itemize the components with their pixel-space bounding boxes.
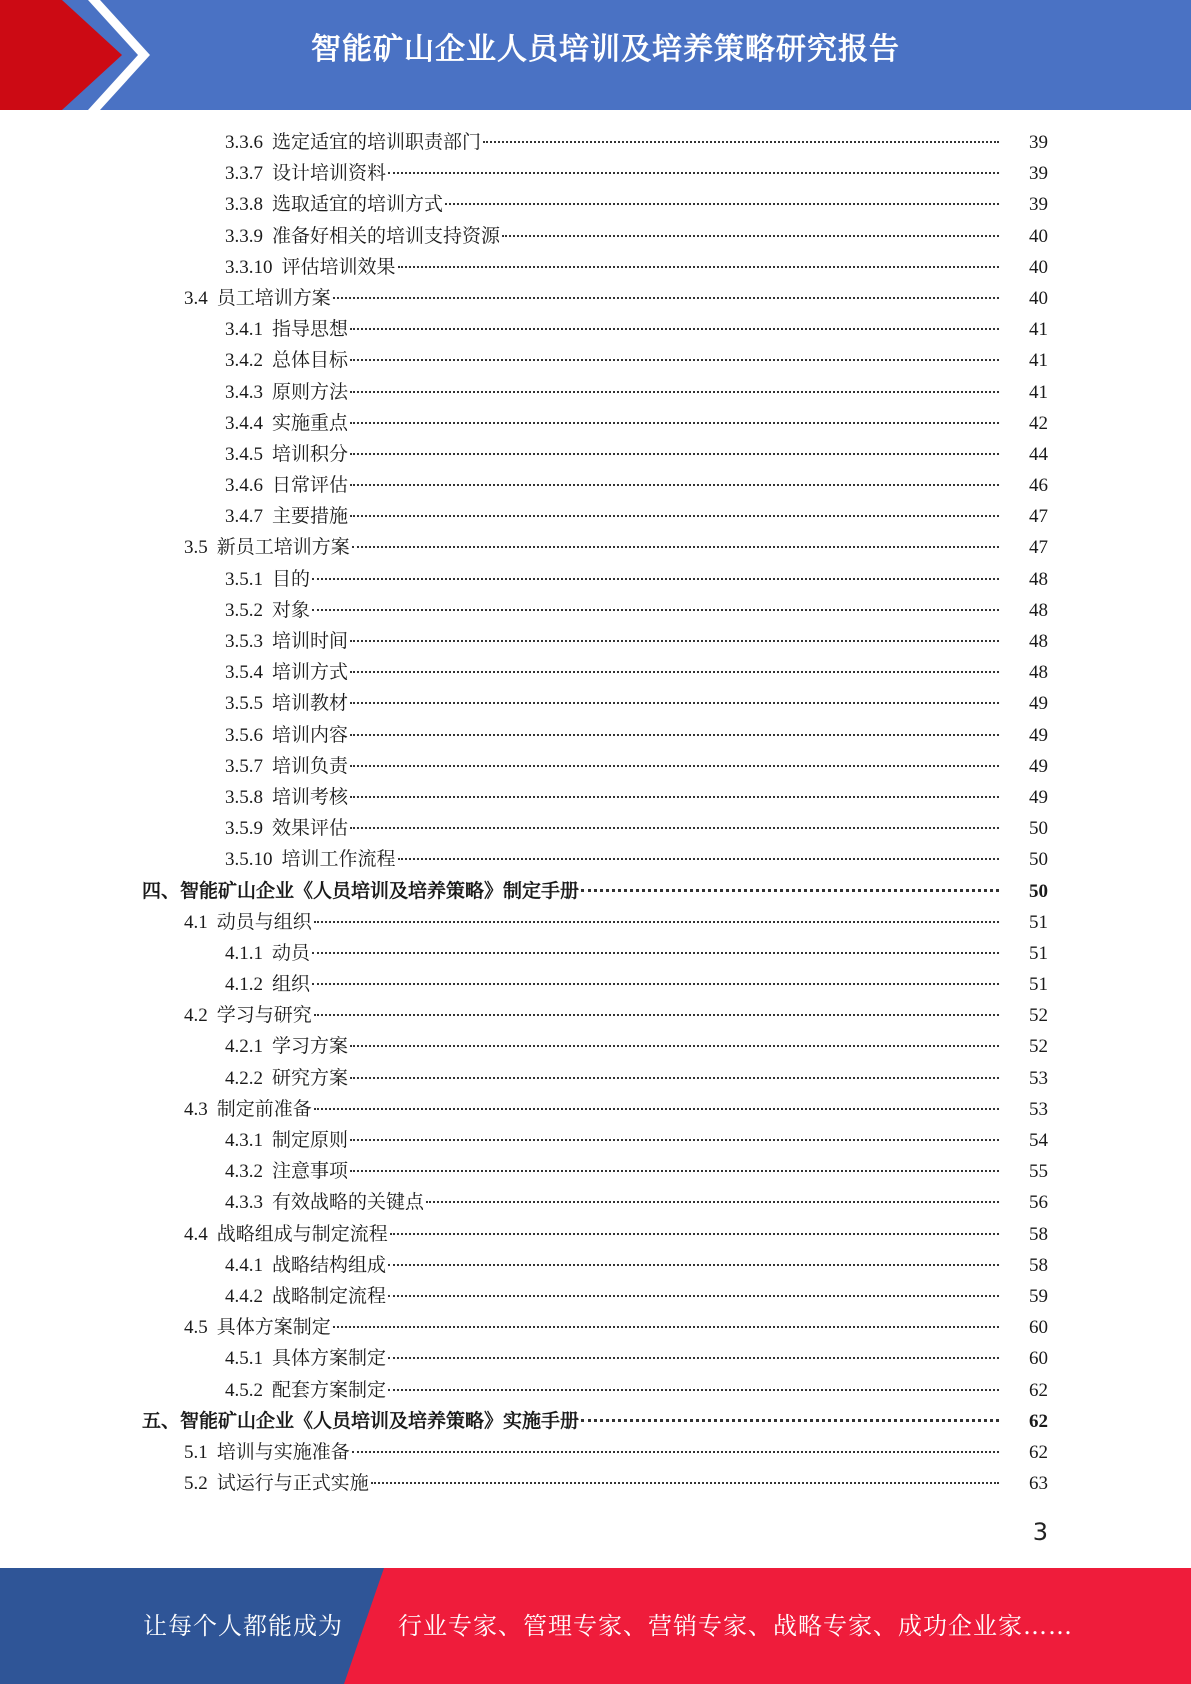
toc-entry[interactable] (0, 1187, 1191, 1218)
toc-entry-number: 3.3.8 (225, 194, 263, 216)
toc-dot-leader (314, 920, 999, 923)
toc-entry-number: 3.3.10 (225, 256, 273, 278)
toc-entry-page: 54 (1029, 1130, 1048, 1151)
toc-entry-page: 55 (1029, 1161, 1048, 1183)
toc-entry-page: 49 (1029, 786, 1048, 808)
toc-entry-number: 3.3.9 (225, 225, 263, 247)
toc-entry-title: 注意事项 (272, 1161, 349, 1183)
toc-entry[interactable] (0, 470, 1191, 501)
toc-entry-title: 培训积分 (272, 443, 349, 465)
toc-entry[interactable] (0, 688, 1191, 719)
report-title: 智能矿山企业人员培训及培养策略研究报告 (311, 32, 900, 67)
toc-entry-title: 培训负责 (272, 755, 349, 777)
toc-entry-number: 3.5.6 (225, 724, 263, 746)
toc-entry-number: 4.3.3 (225, 1192, 263, 1214)
toc-entry-page: 48 (1029, 599, 1048, 621)
toc-entry-number: 3.5.8 (225, 786, 263, 808)
toc-dot-leader (581, 888, 999, 892)
toc-entry[interactable] (0, 127, 1191, 158)
toc-entry-title: 制定前准备 (216, 1098, 312, 1120)
toc-entry[interactable] (0, 782, 1191, 813)
toc-entry-page: 53 (1029, 1067, 1048, 1089)
toc-entry[interactable] (0, 1031, 1191, 1062)
toc-entry-number: 4.4.1 (225, 1254, 263, 1276)
toc-entry[interactable] (0, 969, 1191, 1000)
toc-entry-page: 60 (1029, 1348, 1048, 1370)
toc-dot-leader (388, 1294, 999, 1297)
toc-dot-leader (502, 234, 999, 237)
toc-entry-title: 培训内容 (272, 724, 349, 746)
toc-entry-title: 战略组成与制定流程 (216, 1223, 388, 1245)
toc-entry[interactable] (0, 657, 1191, 688)
toc-entry-page: 63 (1029, 1473, 1048, 1495)
toc-dot-leader (314, 1013, 999, 1016)
toc-entry-page: 50 (1029, 849, 1048, 871)
toc-entry[interactable] (0, 189, 1191, 220)
toc-dot-leader (398, 265, 999, 268)
toc-dot-leader (350, 670, 999, 673)
toc-dot-leader (350, 826, 999, 829)
toc-entry[interactable] (0, 158, 1191, 189)
toc-entry[interactable] (0, 1125, 1191, 1156)
toc-entry-title: 试运行与正式实施 (216, 1473, 369, 1495)
toc-entry-number: 4.3.1 (225, 1130, 263, 1151)
toc-entry-page: 59 (1029, 1285, 1048, 1307)
toc-entry-number: 3.3.7 (225, 163, 263, 185)
toc-dot-leader (314, 1107, 999, 1110)
toc-entry-number: 4.2.2 (225, 1067, 263, 1089)
toc-dot-leader (350, 1044, 999, 1047)
toc-entry-title: 配套方案制定 (272, 1379, 387, 1401)
toc-dot-leader (350, 421, 999, 424)
toc-entry[interactable] (0, 283, 1191, 314)
toc-entry-title: 实施重点 (272, 412, 349, 434)
toc-dot-leader (388, 1263, 999, 1266)
toc-dot-leader (350, 1076, 999, 1079)
toc-entry-title: 制定原则 (272, 1130, 349, 1151)
toc-dot-leader (350, 483, 999, 486)
toc-entry[interactable] (0, 408, 1191, 439)
toc-entry-page: 40 (1029, 287, 1048, 309)
toc-entry-page: 39 (1029, 132, 1048, 153)
toc-entry-page: 48 (1029, 568, 1048, 590)
toc-entry-page: 48 (1029, 631, 1048, 652)
toc-entry-title: 学习方案 (272, 1036, 349, 1058)
toc-dot-leader (426, 1200, 999, 1203)
toc-entry-page: 49 (1029, 724, 1048, 746)
toc-entry-page: 62 (1029, 1379, 1048, 1401)
toc-entry-title: 培训方式 (272, 662, 349, 684)
toc-entry-number: 3.4.7 (225, 506, 263, 528)
toc-entry-title: 培训教材 (272, 693, 349, 715)
toc-entry-title: 效果评估 (272, 818, 349, 840)
toc-entry-title: 选取适宜的培训方式 (272, 194, 444, 216)
toc-dot-leader (371, 1481, 999, 1484)
toc-entry-title: 动员与组织 (216, 911, 312, 933)
toc-entry-number: 4.2 (184, 1005, 208, 1027)
toc-entry-number: 4.1.1 (225, 942, 263, 964)
toc-entry-number: 4.5.1 (225, 1348, 263, 1370)
toc-entry-title: 培训考核 (272, 786, 349, 808)
toc-entry[interactable] (0, 221, 1191, 252)
toc-entry[interactable] (0, 1468, 1191, 1499)
toc-entry[interactable] (0, 1312, 1191, 1343)
page-footer (0, 1568, 1191, 1684)
toc-entry-title: 准备好相关的培训支持资源 (272, 225, 501, 247)
toc-entry-title: 培训时间 (272, 631, 349, 652)
toc-entry[interactable] (0, 844, 1191, 875)
toc-entry[interactable] (0, 314, 1191, 345)
table-of-contents (0, 127, 1191, 1499)
toc-entry[interactable] (0, 1063, 1191, 1094)
toc-entry-title: 评估培训效果 (281, 256, 396, 278)
toc-entry-page: 47 (1029, 537, 1048, 559)
toc-entry-page: 51 (1029, 974, 1048, 996)
toc-entry[interactable] (0, 439, 1191, 470)
toc-entry-title: 指导思想 (272, 319, 349, 341)
toc-entry-page: 41 (1029, 350, 1048, 372)
toc-entry-page: 44 (1029, 443, 1048, 465)
toc-entry-title: 主要措施 (272, 506, 349, 528)
toc-entry-page: 60 (1029, 1317, 1048, 1339)
toc-entry-number: 5.2 (184, 1473, 208, 1495)
toc-dot-leader (483, 140, 999, 143)
toc-dot-leader (312, 951, 999, 954)
toc-dot-leader (398, 857, 999, 860)
toc-entry[interactable] (0, 1094, 1191, 1125)
toc-dot-leader (312, 577, 999, 580)
toc-dot-leader (350, 327, 999, 330)
toc-entry-title: 战略制定流程 (272, 1285, 387, 1307)
toc-entry-number: 3.5.9 (225, 818, 263, 840)
toc-entry-number: 3.4.5 (225, 443, 263, 465)
toc-entry-title: 总体目标 (272, 350, 349, 372)
toc-entry-page: 48 (1029, 662, 1048, 684)
toc-dot-leader (350, 795, 999, 798)
toc-entry[interactable] (0, 1281, 1191, 1312)
toc-entry[interactable] (0, 813, 1191, 844)
page-number: 3 (1032, 1518, 1048, 1546)
toc-entry[interactable] (0, 345, 1191, 376)
toc-entry-title: 员工培训方案 (216, 287, 331, 309)
toc-entry[interactable] (0, 1437, 1191, 1468)
toc-entry-page: 51 (1029, 942, 1048, 964)
toc-entry-title: 有效战略的关键点 (272, 1192, 425, 1214)
toc-dot-leader (388, 171, 999, 174)
toc-dot-leader (390, 1232, 999, 1235)
toc-entry-number: 4.5.2 (225, 1379, 263, 1401)
toc-entry[interactable] (0, 1250, 1191, 1281)
toc-entry[interactable] (0, 751, 1191, 782)
toc-entry[interactable] (0, 1000, 1191, 1031)
toc-entry-page: 39 (1029, 163, 1048, 185)
toc-entry[interactable] (0, 1219, 1191, 1250)
toc-entry-page: 49 (1029, 693, 1048, 715)
toc-entry-number: 3.4.2 (225, 350, 263, 372)
toc-entry[interactable] (0, 501, 1191, 532)
toc-entry[interactable] (0, 377, 1191, 408)
toc-entry-number: 4.1 (184, 911, 208, 933)
toc-entry-number: 3.3.6 (225, 132, 263, 153)
toc-entry[interactable] (0, 1343, 1191, 1374)
toc-entry-number: 3.4.6 (225, 475, 263, 497)
toc-entry-title: 研究方案 (272, 1067, 349, 1089)
toc-dot-leader (333, 296, 999, 299)
toc-entry-title: 战略结构组成 (272, 1254, 387, 1276)
toc-entry-number: 3.5.5 (225, 693, 263, 715)
toc-entry-title: 日常评估 (272, 475, 349, 497)
toc-entry-page: 53 (1029, 1098, 1048, 1120)
footer-slogan-right: 行业专家、管理专家、营销专家、战略专家、成功企业家…… (398, 1612, 1073, 1640)
toc-entry-number: 4.1.2 (225, 974, 263, 996)
toc-entry-title: 对象 (272, 599, 311, 621)
toc-entry-number: 3.4 (184, 287, 208, 309)
toc-entry[interactable] (0, 1375, 1191, 1406)
toc-entry-number: 3.5.10 (225, 849, 273, 871)
toc-entry-page: 40 (1029, 256, 1048, 278)
toc-entry-title: 五、智能矿山企业《人员培训及培养策略》实施手册 (142, 1410, 580, 1432)
toc-dot-leader (350, 390, 999, 393)
toc-entry-number: 3.4.3 (225, 381, 263, 403)
toc-entry-number: 4.4.2 (225, 1285, 263, 1307)
toc-entry-number: 3.5 (184, 537, 208, 559)
toc-entry-number: 3.5.1 (225, 568, 263, 590)
toc-entry-page: 52 (1029, 1005, 1048, 1027)
toc-dot-leader (350, 701, 999, 704)
toc-dot-leader (333, 1325, 999, 1328)
toc-entry-number: 3.5.7 (225, 755, 263, 777)
toc-dot-leader (581, 1418, 999, 1422)
toc-entry-page: 41 (1029, 381, 1048, 403)
toc-entry-page: 39 (1029, 194, 1048, 216)
toc-entry[interactable] (0, 532, 1191, 563)
toc-entry-number: 3.5.3 (225, 631, 263, 652)
toc-entry-number: 3.5.4 (225, 662, 263, 684)
toc-entry[interactable] (0, 907, 1191, 938)
toc-dot-leader (350, 1138, 999, 1141)
toc-entry-number: 3.4.4 (225, 412, 263, 434)
toc-entry-page: 49 (1029, 755, 1048, 777)
toc-entry-number: 4.3.2 (225, 1161, 263, 1183)
toc-entry-title: 具体方案制定 (216, 1317, 331, 1339)
toc-dot-leader (350, 1169, 999, 1172)
toc-entry-page: 51 (1029, 911, 1048, 933)
toc-entry[interactable] (0, 626, 1191, 657)
toc-entry-page: 62 (1029, 1410, 1048, 1432)
toc-entry-page: 50 (1029, 818, 1048, 840)
toc-entry[interactable] (0, 938, 1191, 969)
toc-dot-leader (312, 608, 999, 611)
toc-entry-page: 58 (1029, 1223, 1048, 1245)
toc-entry-page: 46 (1029, 475, 1048, 497)
toc-dot-leader (388, 1388, 999, 1391)
toc-entry[interactable] (0, 876, 1191, 907)
toc-entry[interactable] (0, 1156, 1191, 1187)
toc-entry[interactable] (0, 252, 1191, 283)
toc-entry-page: 50 (1029, 880, 1048, 902)
toc-dot-leader (350, 514, 999, 517)
toc-entry-number: 4.4 (184, 1223, 208, 1245)
toc-entry-title: 目的 (272, 568, 311, 590)
toc-entry-page: 47 (1029, 506, 1048, 528)
toc-entry[interactable] (0, 595, 1191, 626)
toc-entry-number: 5.1 (184, 1441, 208, 1463)
toc-entry[interactable] (0, 720, 1191, 751)
toc-entry-title: 培训工作流程 (281, 849, 396, 871)
toc-entry-number: 4.2.1 (225, 1036, 263, 1058)
toc-entry-title: 动员 (272, 942, 311, 964)
toc-entry[interactable] (0, 564, 1191, 595)
toc-entry-page: 40 (1029, 225, 1048, 247)
toc-entry-title: 具体方案制定 (272, 1348, 387, 1370)
toc-dot-leader (445, 202, 999, 205)
page-header (0, 0, 1191, 110)
toc-entry-title: 新员工培训方案 (216, 537, 350, 559)
toc-entry-number: 4.5 (184, 1317, 208, 1339)
toc-dot-leader (352, 545, 999, 548)
toc-dot-leader (352, 1450, 999, 1453)
toc-entry-number: 3.4.1 (225, 319, 263, 341)
toc-entry-page: 41 (1029, 319, 1048, 341)
toc-entry-number: 3.5.2 (225, 599, 263, 621)
toc-dot-leader (350, 639, 999, 642)
toc-entry-title: 培训与实施准备 (216, 1441, 350, 1463)
toc-dot-leader (350, 733, 999, 736)
toc-entry-title: 设计培训资料 (272, 163, 387, 185)
toc-dot-leader (312, 982, 999, 985)
toc-entry-page: 42 (1029, 412, 1048, 434)
footer-slogan-left: 让每个人都能成为 (143, 1612, 343, 1640)
toc-entry[interactable] (0, 1406, 1191, 1437)
toc-dot-leader (350, 452, 999, 455)
toc-entry-page: 62 (1029, 1441, 1048, 1463)
toc-entry-page: 56 (1029, 1192, 1048, 1214)
toc-dot-leader (350, 358, 999, 361)
toc-entry-page: 52 (1029, 1036, 1048, 1058)
toc-entry-page: 58 (1029, 1254, 1048, 1276)
toc-entry-title: 四、智能矿山企业《人员培训及培养策略》制定手册 (142, 880, 580, 902)
toc-entry-title: 组织 (272, 974, 311, 996)
toc-dot-leader (388, 1356, 999, 1359)
toc-dot-leader (350, 764, 999, 767)
toc-entry-title: 原则方法 (272, 381, 349, 403)
toc-entry-title: 学习与研究 (216, 1005, 312, 1027)
toc-entry-number: 4.3 (184, 1098, 208, 1120)
toc-entry-title: 选定适宜的培训职责部门 (272, 132, 482, 153)
